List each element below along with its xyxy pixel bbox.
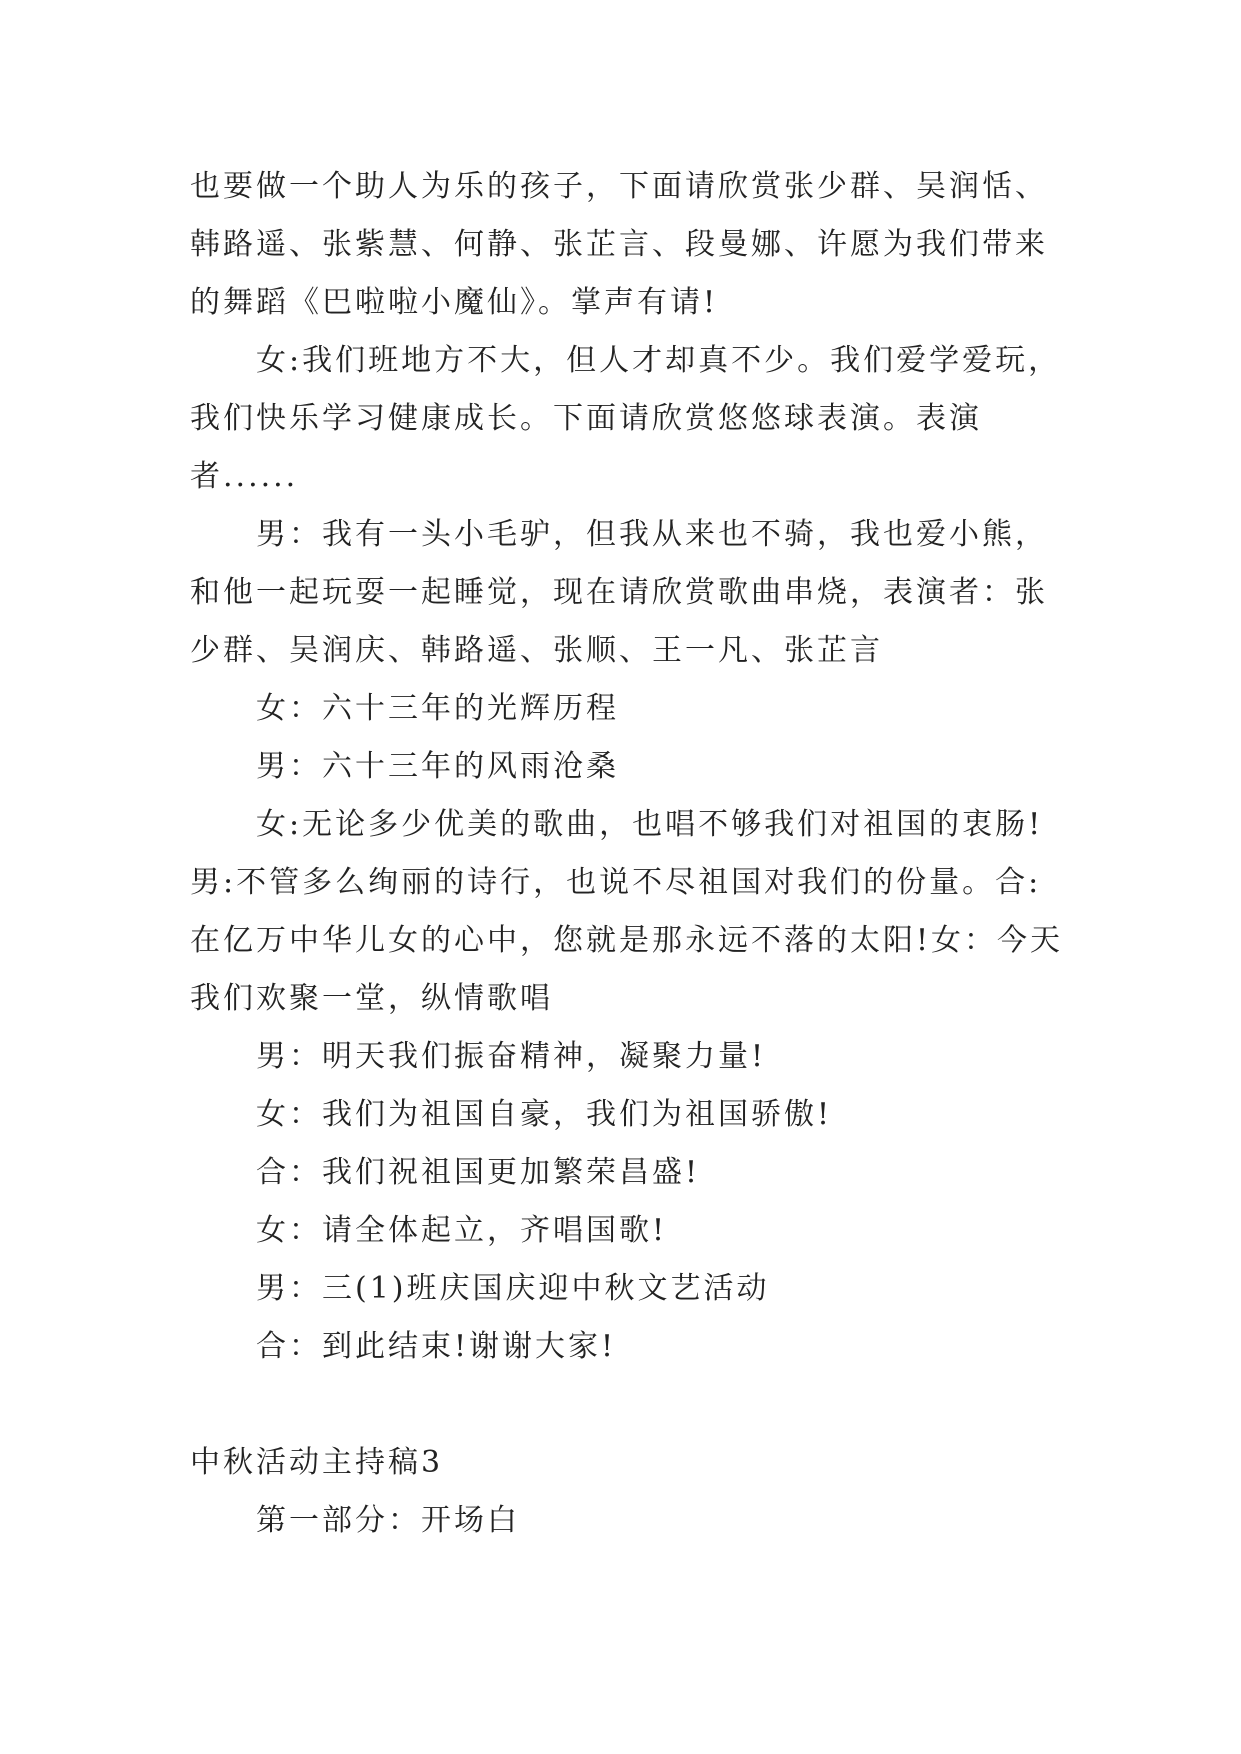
paragraph-3: 男：我有一头小毛驴，但我从来也不骑，我也爱小熊，和他一起玩耍一起睡觉，现在请欣赏歌曲串烧，表演者：张少群、吴润庆、韩路遥、张顺、王一凡、张芷言 [190, 517, 1048, 668]
section-first-line: 第一部分：开场白 [256, 1503, 520, 1538]
paragraph-2: 女:我们班地方不大，但人才却真不少。我们爱学爱玩，我们快乐学习健康成长。下面请欣赏悠悠球表演。表演者...... [190, 343, 1062, 494]
paragraph-1: 也要做一个助人为乐的孩子，下面请欣赏张少群、吴润恬、韩路遥、张紫慧、何静、张芷言、段曼娜、许愿为我们带来的舞蹈《巴啦啦小魔仙》。掌声有请! [190, 169, 1048, 320]
paragraph-8: 女：我们为祖国自豪，我们为祖国骄傲! [256, 1097, 833, 1132]
document-body [190, 158, 1070, 1550]
section-heading: 中秋活动主持稿3 [190, 1445, 444, 1480]
paragraph-6: 女:无论多少优美的歌曲，也唱不够我们对祖国的衷肠!男:不管多么绚丽的诗行，也说不尽祖国对我们的份量。合:在亿万中华儿女的心中，您就是那永远不落的太阳!女：今天我们欢聚一堂，纵情歌唱 [190, 807, 1064, 1016]
paragraph-12: 合：到此结束!谢谢大家! [256, 1329, 617, 1364]
paragraph-5: 男：六十三年的风雨沧桑 [256, 749, 619, 784]
paragraph-11: 男：三(1)班庆国庆迎中秋文艺活动 [256, 1271, 770, 1306]
paragraph-9: 合：我们祝祖国更加繁荣昌盛! [256, 1155, 701, 1190]
paragraph-4: 女：六十三年的光辉历程 [256, 691, 619, 726]
paragraph-10: 女：请全体起立，齐唱国歌! [256, 1213, 668, 1248]
paragraph-7: 男：明天我们振奋精神，凝聚力量! [256, 1039, 767, 1074]
